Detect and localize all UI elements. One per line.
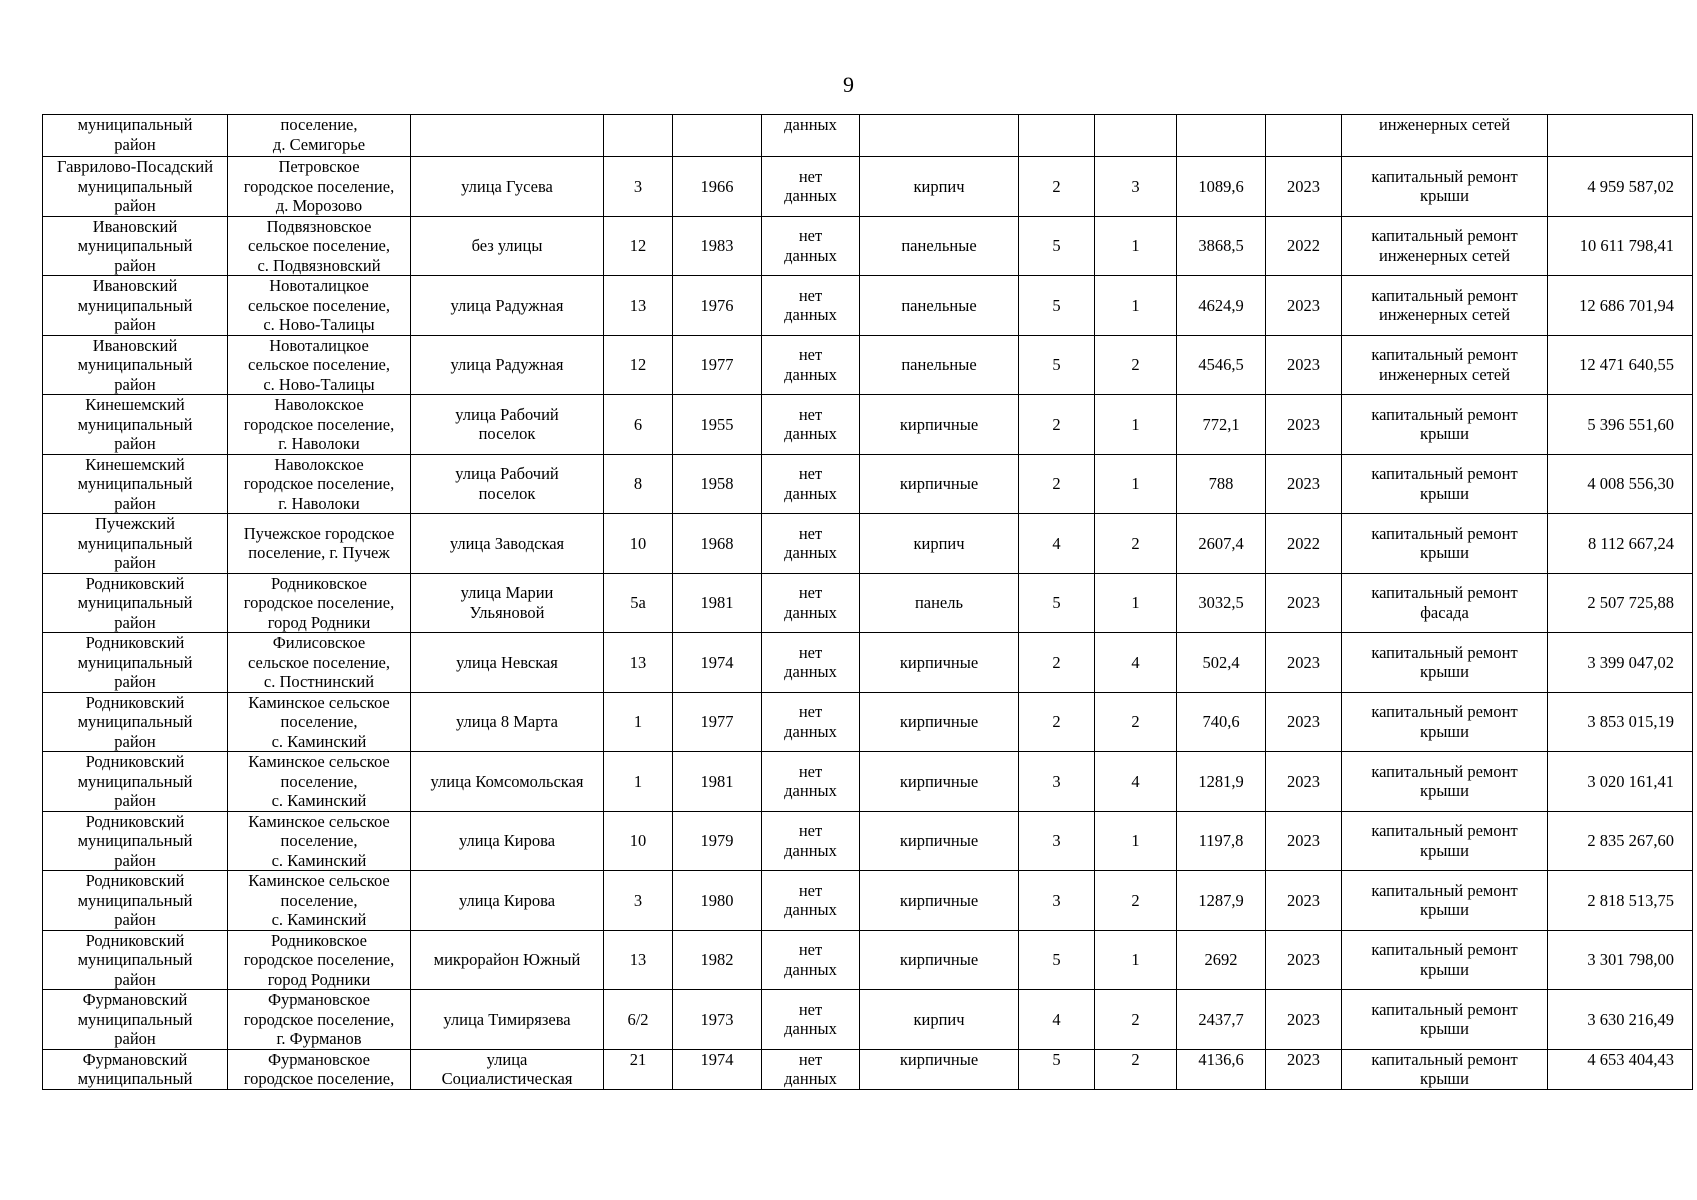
cell-wall-data: нет данных bbox=[762, 1049, 860, 1089]
cell-street: улица Кирова bbox=[411, 811, 604, 871]
cell-cost: 5 396 551,60 bbox=[1548, 395, 1693, 455]
cell-floors: 3 bbox=[1019, 871, 1095, 931]
table-row bbox=[43, 395, 1693, 455]
cell-area: 772,1 bbox=[1177, 395, 1266, 455]
cell-wall-material: кирпичные bbox=[860, 395, 1019, 455]
cell-entrances: 4 bbox=[1095, 752, 1177, 812]
cell-work-type: капитальный ремонт инженерных сетей bbox=[1342, 276, 1548, 336]
cell-repair-year: 2023 bbox=[1266, 276, 1342, 336]
cell-street: микрорайон Южный bbox=[411, 930, 604, 990]
cell-work-type: капитальный ремонт крыши bbox=[1342, 871, 1548, 931]
cell-wall-material: панельные bbox=[860, 216, 1019, 276]
cell-district: Ивановский муниципальный район bbox=[43, 335, 228, 395]
table-row bbox=[43, 871, 1693, 931]
cell-floors: 2 bbox=[1019, 633, 1095, 693]
cell-wall-data: нет данных bbox=[762, 276, 860, 336]
cell-district: Родниковский муниципальный район bbox=[43, 871, 228, 931]
cell-floors: 5 bbox=[1019, 1049, 1095, 1089]
cell-year-built: 1976 bbox=[673, 276, 762, 336]
cell-wall-material: кирпичные bbox=[860, 633, 1019, 693]
cell-cost: 4 959 587,02 bbox=[1548, 157, 1693, 217]
cell-entrances: 1 bbox=[1095, 454, 1177, 514]
cell-wall-data: нет данных bbox=[762, 514, 860, 574]
cell-work-type: инженерных сетей bbox=[1342, 115, 1548, 157]
cell-cost: 2 835 267,60 bbox=[1548, 811, 1693, 871]
cell-wall-material: кирпичные bbox=[860, 1049, 1019, 1089]
cell-cost: 3 630 216,49 bbox=[1548, 990, 1693, 1050]
cell-street: улица Заводская bbox=[411, 514, 604, 574]
cell-street: улица Радужная bbox=[411, 335, 604, 395]
cell-cost: 2 507 725,88 bbox=[1548, 573, 1693, 633]
cell-year-built bbox=[673, 115, 762, 157]
cell-house-number: 10 bbox=[604, 514, 673, 574]
cell-district: Пучежский муниципальный район bbox=[43, 514, 228, 574]
cell-year-built: 1968 bbox=[673, 514, 762, 574]
table-row bbox=[43, 335, 1693, 395]
cell-year-built: 1977 bbox=[673, 692, 762, 752]
cell-area: 1197,8 bbox=[1177, 811, 1266, 871]
cell-cost bbox=[1548, 115, 1693, 157]
table-row-continued bbox=[43, 115, 1693, 157]
cell-entrances: 1 bbox=[1095, 811, 1177, 871]
cell-wall-material: кирпич bbox=[860, 990, 1019, 1050]
cell-entrances: 1 bbox=[1095, 276, 1177, 336]
cell-year-built: 1966 bbox=[673, 157, 762, 217]
cell-wall-data: нет данных bbox=[762, 454, 860, 514]
cell-district: Ивановский муниципальный район bbox=[43, 216, 228, 276]
cell-entrances: 1 bbox=[1095, 216, 1177, 276]
cell-entrances: 2 bbox=[1095, 692, 1177, 752]
cell-year-built: 1974 bbox=[673, 633, 762, 693]
cell-street: улица Невская bbox=[411, 633, 604, 693]
cell-district: Кинешемский муниципальный район bbox=[43, 395, 228, 455]
cell-street: улица Марии Ульяновой bbox=[411, 573, 604, 633]
table-row bbox=[43, 216, 1693, 276]
cell-floors: 2 bbox=[1019, 454, 1095, 514]
cell-year-built: 1973 bbox=[673, 990, 762, 1050]
cell-house-number: 1 bbox=[604, 752, 673, 812]
cell-work-type: капитальный ремонт крыши bbox=[1342, 811, 1548, 871]
cell-cost: 4 653 404,43 bbox=[1548, 1049, 1693, 1089]
cell-area: 2692 bbox=[1177, 930, 1266, 990]
cell-area bbox=[1177, 115, 1266, 157]
cell-year-built: 1980 bbox=[673, 871, 762, 931]
table-row bbox=[43, 573, 1693, 633]
cell-entrances: 3 bbox=[1095, 157, 1177, 217]
cell-wall-data: нет данных bbox=[762, 573, 860, 633]
cell-floors: 5 bbox=[1019, 930, 1095, 990]
cell-wall-data: нет данных bbox=[762, 871, 860, 931]
cell-repair-year: 2023 bbox=[1266, 395, 1342, 455]
cell-wall-data: нет данных bbox=[762, 811, 860, 871]
cell-floors: 2 bbox=[1019, 395, 1095, 455]
cell-wall-data: нет данных bbox=[762, 930, 860, 990]
table-body bbox=[43, 115, 1693, 1090]
cell-cost: 2 818 513,75 bbox=[1548, 871, 1693, 931]
cell-work-type: капитальный ремонт крыши bbox=[1342, 157, 1548, 217]
cell-cost: 10 611 798,41 bbox=[1548, 216, 1693, 276]
cell-house-number: 5а bbox=[604, 573, 673, 633]
cell-house-number: 6/2 bbox=[604, 990, 673, 1050]
cell-wall-material: кирпич bbox=[860, 157, 1019, 217]
cell-cost: 3 399 047,02 bbox=[1548, 633, 1693, 693]
table-row bbox=[43, 930, 1693, 990]
cell-area: 1089,6 bbox=[1177, 157, 1266, 217]
cell-wall-data: нет данных bbox=[762, 157, 860, 217]
cell-district: Родниковский муниципальный район bbox=[43, 930, 228, 990]
cell-wall-data: нет данных bbox=[762, 216, 860, 276]
cell-wall-data: нет данных bbox=[762, 633, 860, 693]
cell-cost: 12 471 640,55 bbox=[1548, 335, 1693, 395]
cell-settlement: Филисовское сельское поселение, с. Постнинский bbox=[228, 633, 411, 693]
cell-cost: 4 008 556,30 bbox=[1548, 454, 1693, 514]
cell-repair-year: 2023 bbox=[1266, 930, 1342, 990]
cell-year-built: 1958 bbox=[673, 454, 762, 514]
cell-settlement: Новоталицкое сельское поселение, с. Ново-Талицы bbox=[228, 276, 411, 336]
cell-cost: 3 301 798,00 bbox=[1548, 930, 1693, 990]
cell-district: Родниковский муниципальный район bbox=[43, 752, 228, 812]
cell-floors: 5 bbox=[1019, 216, 1095, 276]
buildings-repair-table bbox=[42, 114, 1693, 1090]
cell-entrances: 1 bbox=[1095, 395, 1177, 455]
cell-district: Родниковский муниципальный район bbox=[43, 692, 228, 752]
table-row bbox=[43, 157, 1693, 217]
cell-work-type: капитальный ремонт крыши bbox=[1342, 514, 1548, 574]
cell-district: Гаврилово-Посадский муниципальный район bbox=[43, 157, 228, 217]
cell-floors: 3 bbox=[1019, 811, 1095, 871]
cell-cost: 3 853 015,19 bbox=[1548, 692, 1693, 752]
cell-settlement: Наволокское городское поселение, г. Наволоки bbox=[228, 454, 411, 514]
cell-area: 2607,4 bbox=[1177, 514, 1266, 574]
cell-entrances: 2 bbox=[1095, 514, 1177, 574]
cell-house-number: 21 bbox=[604, 1049, 673, 1089]
cell-settlement: Петровское городское поселение, д. Морозово bbox=[228, 157, 411, 217]
cell-entrances bbox=[1095, 115, 1177, 157]
cell-street: улица 8 Марта bbox=[411, 692, 604, 752]
cell-district: Родниковский муниципальный район bbox=[43, 573, 228, 633]
cell-house-number: 13 bbox=[604, 930, 673, 990]
cell-work-type: капитальный ремонт инженерных сетей bbox=[1342, 216, 1548, 276]
cell-cost: 8 112 667,24 bbox=[1548, 514, 1693, 574]
cell-entrances: 1 bbox=[1095, 573, 1177, 633]
cell-settlement: Наволокское городское поселение, г. Наволоки bbox=[228, 395, 411, 455]
cell-area: 4546,5 bbox=[1177, 335, 1266, 395]
cell-district: Ивановский муниципальный район bbox=[43, 276, 228, 336]
table-row bbox=[43, 633, 1693, 693]
cell-cost: 12 686 701,94 bbox=[1548, 276, 1693, 336]
cell-wall-material: панельные bbox=[860, 276, 1019, 336]
cell-wall-material: кирпичные bbox=[860, 692, 1019, 752]
cell-area: 2437,7 bbox=[1177, 990, 1266, 1050]
cell-entrances: 2 bbox=[1095, 335, 1177, 395]
cell-floors bbox=[1019, 115, 1095, 157]
cell-settlement: Новоталицкое сельское поселение, с. Ново-Талицы bbox=[228, 335, 411, 395]
cell-street: улица Комсомольская bbox=[411, 752, 604, 812]
table-row bbox=[43, 514, 1693, 574]
cell-settlement: Каминское сельское поселение, с. Каминский bbox=[228, 811, 411, 871]
cell-repair-year: 2023 bbox=[1266, 990, 1342, 1050]
cell-district: Родниковский муниципальный район bbox=[43, 633, 228, 693]
cell-floors: 2 bbox=[1019, 157, 1095, 217]
cell-area: 3868,5 bbox=[1177, 216, 1266, 276]
cell-settlement: Пучежское городское поселение, г. Пучеж bbox=[228, 514, 411, 574]
cell-street: улица Рабочий поселок bbox=[411, 395, 604, 455]
cell-street: улица Кирова bbox=[411, 871, 604, 931]
table-row bbox=[43, 990, 1693, 1050]
cell-area: 4136,6 bbox=[1177, 1049, 1266, 1089]
cell-district: Кинешемский муниципальный район bbox=[43, 454, 228, 514]
cell-repair-year: 2023 bbox=[1266, 871, 1342, 931]
cell-floors: 4 bbox=[1019, 990, 1095, 1050]
cell-repair-year: 2023 bbox=[1266, 752, 1342, 812]
cell-wall-material: кирпичные bbox=[860, 871, 1019, 931]
cell-house-number bbox=[604, 115, 673, 157]
cell-street: без улицы bbox=[411, 216, 604, 276]
cell-work-type: капитальный ремонт крыши bbox=[1342, 1049, 1548, 1089]
page-number: 9 bbox=[843, 72, 854, 97]
cell-repair-year: 2023 bbox=[1266, 157, 1342, 217]
cell-entrances: 2 bbox=[1095, 871, 1177, 931]
cell-year-built: 1955 bbox=[673, 395, 762, 455]
cell-repair-year: 2023 bbox=[1266, 633, 1342, 693]
cell-street: улица Социалистическая bbox=[411, 1049, 604, 1089]
cell-repair-year: 2023 bbox=[1266, 811, 1342, 871]
cell-settlement: поселение, д. Семигорье bbox=[228, 115, 411, 157]
cell-settlement: Каминское сельское поселение, с. Каминский bbox=[228, 752, 411, 812]
cell-house-number: 3 bbox=[604, 871, 673, 931]
cell-area: 4624,9 bbox=[1177, 276, 1266, 336]
cell-house-number: 13 bbox=[604, 276, 673, 336]
cell-street bbox=[411, 115, 604, 157]
cell-settlement: Каминское сельское поселение, с. Каминский bbox=[228, 871, 411, 931]
cell-wall-data: нет данных bbox=[762, 395, 860, 455]
cell-wall-material: панельные bbox=[860, 335, 1019, 395]
cell-house-number: 12 bbox=[604, 216, 673, 276]
cell-year-built: 1981 bbox=[673, 752, 762, 812]
cell-wall-material: кирпичные bbox=[860, 811, 1019, 871]
cell-entrances: 2 bbox=[1095, 990, 1177, 1050]
cell-year-built: 1982 bbox=[673, 930, 762, 990]
cell-floors: 5 bbox=[1019, 276, 1095, 336]
table-row-cut bbox=[43, 1049, 1693, 1089]
cell-wall-material: панель bbox=[860, 573, 1019, 633]
cell-district: Фурмановский муниципальный bbox=[43, 1049, 228, 1089]
cell-street: улица Рабочий поселок bbox=[411, 454, 604, 514]
cell-wall-data: нет данных bbox=[762, 335, 860, 395]
cell-repair-year: 2023 bbox=[1266, 454, 1342, 514]
cell-wall-material: кирпичные bbox=[860, 930, 1019, 990]
cell-work-type: капитальный ремонт крыши bbox=[1342, 454, 1548, 514]
cell-repair-year: 2023 bbox=[1266, 335, 1342, 395]
cell-wall-data: нет данных bbox=[762, 692, 860, 752]
cell-wall-material: кирпич bbox=[860, 514, 1019, 574]
cell-year-built: 1979 bbox=[673, 811, 762, 871]
cell-floors: 3 bbox=[1019, 752, 1095, 812]
cell-cost: 3 020 161,41 bbox=[1548, 752, 1693, 812]
cell-repair-year: 2023 bbox=[1266, 1049, 1342, 1089]
table-row bbox=[43, 692, 1693, 752]
cell-district: муниципальный район bbox=[43, 115, 228, 157]
cell-floors: 4 bbox=[1019, 514, 1095, 574]
cell-area: 740,6 bbox=[1177, 692, 1266, 752]
cell-street: улица Радужная bbox=[411, 276, 604, 336]
cell-entrances: 2 bbox=[1095, 1049, 1177, 1089]
table-row bbox=[43, 276, 1693, 336]
table-row bbox=[43, 454, 1693, 514]
cell-wall-data: нет данных bbox=[762, 990, 860, 1050]
cell-area: 3032,5 bbox=[1177, 573, 1266, 633]
cell-wall-material: кирпичные bbox=[860, 752, 1019, 812]
cell-work-type: капитальный ремонт крыши bbox=[1342, 395, 1548, 455]
cell-area: 1281,9 bbox=[1177, 752, 1266, 812]
cell-repair-year: 2022 bbox=[1266, 514, 1342, 574]
cell-floors: 5 bbox=[1019, 335, 1095, 395]
cell-repair-year: 2023 bbox=[1266, 573, 1342, 633]
cell-house-number: 3 bbox=[604, 157, 673, 217]
table-row bbox=[43, 752, 1693, 812]
cell-work-type: капитальный ремонт фасада bbox=[1342, 573, 1548, 633]
cell-settlement: Родниковское городское поселение, город Родники bbox=[228, 573, 411, 633]
cell-floors: 2 bbox=[1019, 692, 1095, 752]
cell-house-number: 1 bbox=[604, 692, 673, 752]
cell-floors: 5 bbox=[1019, 573, 1095, 633]
cell-district: Родниковский муниципальный район bbox=[43, 811, 228, 871]
cell-house-number: 6 bbox=[604, 395, 673, 455]
cell-wall-material: кирпичные bbox=[860, 454, 1019, 514]
cell-district: Фурмановский муниципальный район bbox=[43, 990, 228, 1050]
cell-settlement: Фурмановское городское поселение, bbox=[228, 1049, 411, 1089]
cell-repair-year: 2022 bbox=[1266, 216, 1342, 276]
cell-area: 1287,9 bbox=[1177, 871, 1266, 931]
cell-work-type: капитальный ремонт крыши bbox=[1342, 930, 1548, 990]
cell-house-number: 10 bbox=[604, 811, 673, 871]
cell-work-type: капитальный ремонт крыши bbox=[1342, 752, 1548, 812]
cell-settlement: Каминское сельское поселение, с. Каминский bbox=[228, 692, 411, 752]
cell-entrances: 1 bbox=[1095, 930, 1177, 990]
cell-wall-data: данных bbox=[762, 115, 860, 157]
cell-work-type: капитальный ремонт крыши bbox=[1342, 692, 1548, 752]
cell-area: 502,4 bbox=[1177, 633, 1266, 693]
cell-street: улица Тимирязева bbox=[411, 990, 604, 1050]
cell-entrances: 4 bbox=[1095, 633, 1177, 693]
cell-area: 788 bbox=[1177, 454, 1266, 514]
cell-work-type: капитальный ремонт крыши bbox=[1342, 990, 1548, 1050]
cell-street: улица Гусева bbox=[411, 157, 604, 217]
cell-house-number: 13 bbox=[604, 633, 673, 693]
cell-wall-material bbox=[860, 115, 1019, 157]
cell-repair-year: 2023 bbox=[1266, 692, 1342, 752]
cell-settlement: Родниковское городское поселение, город Родники bbox=[228, 930, 411, 990]
cell-year-built: 1983 bbox=[673, 216, 762, 276]
cell-year-built: 1981 bbox=[673, 573, 762, 633]
table-row bbox=[43, 811, 1693, 871]
cell-house-number: 12 bbox=[604, 335, 673, 395]
cell-work-type: капитальный ремонт инженерных сетей bbox=[1342, 335, 1548, 395]
cell-year-built: 1974 bbox=[673, 1049, 762, 1089]
cell-settlement: Фурмановское городское поселение, г. Фурманов bbox=[228, 990, 411, 1050]
cell-repair-year bbox=[1266, 115, 1342, 157]
cell-settlement: Подвязновское сельское поселение, с. Подвязновский bbox=[228, 216, 411, 276]
cell-wall-data: нет данных bbox=[762, 752, 860, 812]
cell-house-number: 8 bbox=[604, 454, 673, 514]
cell-year-built: 1977 bbox=[673, 335, 762, 395]
cell-work-type: капитальный ремонт крыши bbox=[1342, 633, 1548, 693]
